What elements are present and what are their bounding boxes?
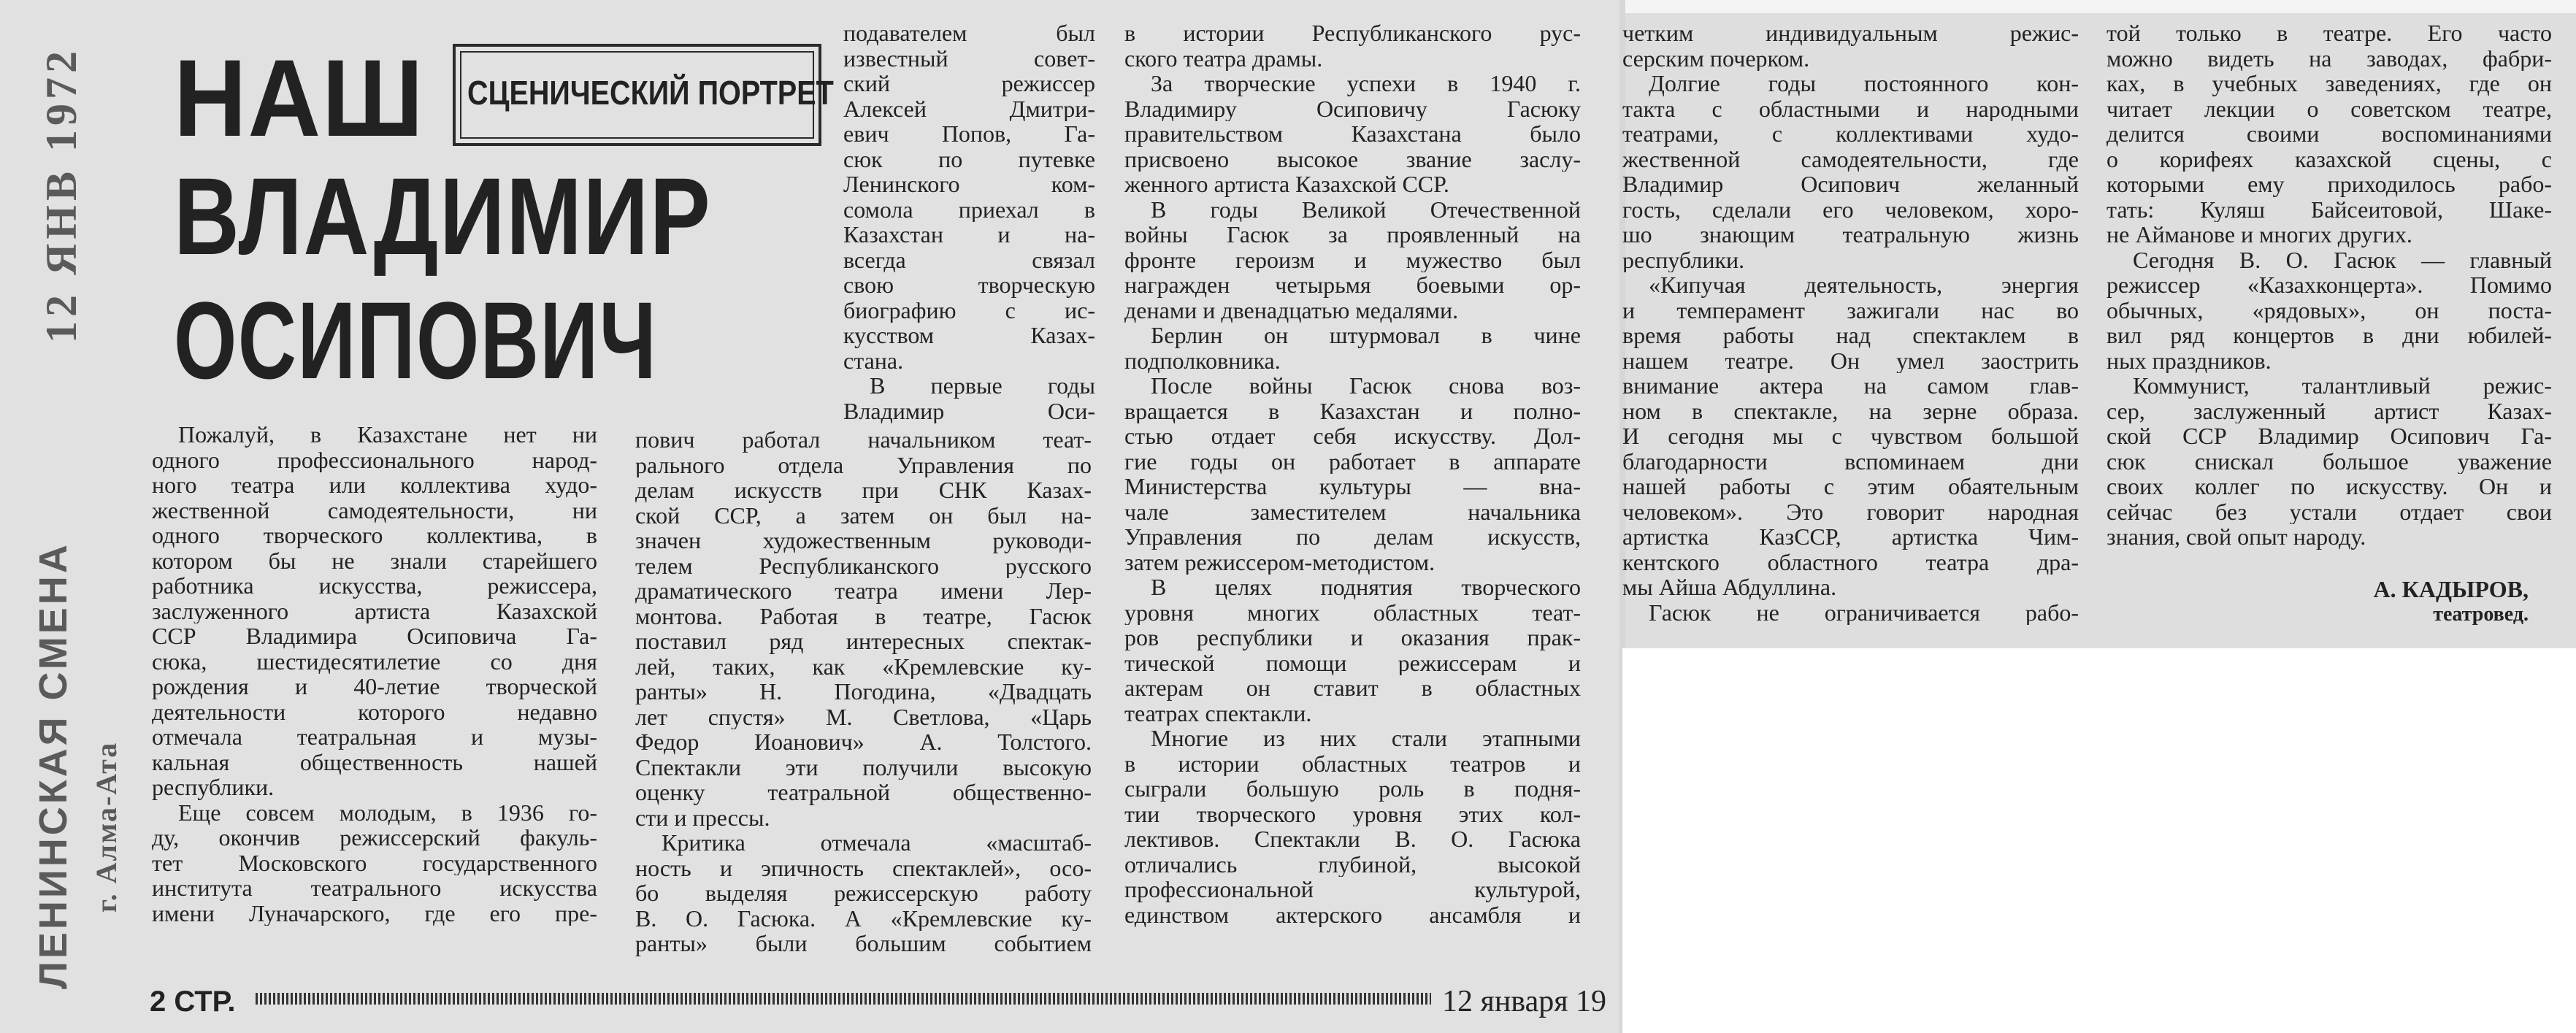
text-line: женного артиста Казахской ССР. [1124, 172, 1449, 197]
text-line: нашем театре. Он умел заострить [1622, 347, 2079, 373]
text-line: отличались глубиной, высокой [1124, 851, 1581, 877]
text-line: известный совет- [843, 45, 1095, 71]
text-line: сюк по путевке [843, 146, 1095, 172]
text-line: рождения и 40-летие творческой [152, 674, 597, 699]
article-column-4 [1622, 20, 2079, 625]
text-line: ской ССР, а затем он был на- [635, 502, 1092, 528]
issue-date: 12 января 19 [1442, 985, 1607, 1018]
paper-edge [1622, 0, 2576, 13]
text-line: читает лекции о советском театре, [2107, 96, 2552, 121]
text-line: время работы над спектаклем в [1622, 323, 2079, 348]
text-line: Управления по делам искусств, [1124, 524, 1581, 550]
text-line: знания, свой опыт народу. [2107, 524, 2366, 550]
text-line: Многие из них стали этапными [1151, 726, 1581, 751]
text-line: телем Республиканского русского [635, 553, 1092, 578]
text-line: человеком». Это говорит народная [1622, 499, 2079, 524]
text-line: мы Айша Абдуллина. [1622, 575, 1837, 600]
text-line: стана. [843, 347, 904, 373]
text-line: подполковника. [1124, 347, 1281, 373]
text-line: ской ССР Владимир Осипович Га- [2107, 423, 2552, 449]
text-line: пович работал начальником теат- [635, 427, 1092, 453]
text-line: тии творческого уровня этих кол- [1124, 801, 1581, 826]
text-line: о корифеях казахской сцены, с [2107, 146, 2552, 172]
text-line: присвоено высокое звание заслу- [1124, 146, 1581, 172]
text-line: не Айманове и многих других. [2107, 222, 2412, 247]
text-line: шо знающим театральную жизнь [1622, 222, 2079, 247]
text-line: биографию с ис- [843, 297, 1095, 323]
text-line: Берлин он штурмовал в чине [1151, 323, 1581, 348]
text-line: нашей работы с этим обаятельным [1622, 474, 2079, 499]
article-column-5 [2107, 20, 2552, 550]
text-line: монтова. Работая в театре, Гасюк [635, 603, 1092, 629]
text-line: кусством Казах- [843, 323, 1095, 348]
text-line: ном в спектакле, на зерне образа. [1622, 398, 2079, 423]
article-column-3 [1124, 20, 1581, 927]
text-line: И сегодня мы с чувством большой [1622, 423, 2079, 449]
text-line: Пожалуй, в Казахстане нет ни [178, 422, 597, 448]
text-line: ров республики и оказания прак- [1124, 625, 1581, 650]
text-line: всегда связал [843, 247, 1095, 272]
text-line: в истории областных театров и [1124, 750, 1581, 776]
text-line: «Кипучая деятельность, энергия [1649, 272, 2079, 298]
text-line: Алексей Дмитри- [843, 96, 1095, 121]
text-line: такта с областными и народными [1622, 96, 2079, 121]
article-column-1 [152, 422, 597, 926]
text-line: одного профессионального народ- [152, 447, 597, 472]
text-line: четким индивидуальным режис- [1622, 20, 2079, 46]
text-line: ский режиссер [843, 71, 1095, 96]
page-number: 2 СТР. [150, 986, 236, 1018]
text-line: Владимиру Осиповичу Гасюку [1124, 96, 1581, 121]
text-line: работника искусства, режиссера, [152, 573, 597, 599]
text-line: и темперамент зажигали нас во [1622, 297, 2079, 323]
text-line: серским почерком. [1622, 45, 1810, 71]
text-line: профессиональной культурой, [1124, 877, 1581, 902]
text-line: сыграли большую роль в подня- [1124, 776, 1581, 802]
text-line: поставил ряд интересных спектак- [635, 629, 1092, 654]
article-column-2-top [843, 20, 1095, 423]
headline-line-1: НАШ [174, 37, 425, 159]
text-line: можно видеть на заводах, фабри- [2107, 45, 2552, 71]
text-line: делится своими воспоминаниями [2107, 121, 2552, 147]
text-line: вращается в Казахстан и полно- [1124, 398, 1581, 423]
text-line: сейчас без устали отдает свои [2107, 499, 2552, 524]
text-line: лет спустя» М. Светлова, «Царь [635, 704, 1092, 729]
text-line: евич Попов, Га- [843, 121, 1095, 147]
text-line: В. О. Гасюка. А «Кремлевские ку- [635, 905, 1092, 931]
text-line: рального отдела Управления по [635, 452, 1092, 477]
article-column-2-bottom [635, 427, 1092, 956]
text-line: своих коллег по искусству. Он и [2107, 474, 2552, 499]
text-line: республики. [152, 775, 275, 800]
text-line: За творческие успехи в 1940 г. [1151, 71, 1581, 96]
text-line: делам искусств при СНК Казах- [635, 477, 1092, 503]
text-line: драматического театра имени Лер- [635, 578, 1092, 604]
text-line: ность и эпичность спектаклей», осо- [635, 855, 1092, 880]
text-line: денами и двенадцатью медалями. [1124, 297, 1459, 323]
text-line: вил ряд концертов в дни юбилей- [2107, 323, 2552, 348]
text-line: благодарности вспоминаем дни [1622, 448, 2079, 474]
text-line: сти и прессы. [635, 804, 770, 830]
text-line: тет Московского государственного [152, 850, 597, 875]
text-line: Сегодня В. О. Гасюк — главный [2133, 247, 2552, 272]
text-line: войны Гасюк за проявленный на [1124, 222, 1581, 247]
text-line: гие годы он работает в аппарате [1124, 448, 1581, 474]
text-line: актерам он ставит в областных [1124, 675, 1581, 701]
newspaper-masthead: ЛЕНИНСКАЯ СМЕНА [31, 542, 75, 989]
text-line: лей, таких, как «Кремлевские ку- [635, 653, 1092, 679]
text-line: Владимир Осипович желанный [1622, 172, 2079, 197]
text-line: Коммунист, талантливый режис- [2133, 373, 2552, 399]
text-line: одного творческого коллектива, в [152, 523, 597, 548]
blank-area [1622, 648, 2576, 1033]
text-line: единством актерского ансамбля и [1124, 902, 1581, 927]
text-line: жественной самодеятельности, где [1622, 146, 2079, 172]
headline-line-3: ОСИПОВИЧ [174, 279, 658, 402]
text-line: лективов. Спектакли В. О. Гасюка [1124, 826, 1581, 852]
text-line: той только в театре. Его часто [2107, 20, 2552, 46]
text-line: Владимир Оси- [843, 398, 1095, 423]
text-line: гость, сделали его человеком, хоро- [1622, 196, 2079, 222]
text-line: артистка КазССР, артистка Чим- [1622, 524, 2079, 550]
text-line: кентского областного театра дра- [1622, 549, 2079, 575]
text-line: театрами, с коллективами худо- [1622, 121, 2079, 147]
text-line: ного театра или коллектива худо- [152, 472, 597, 498]
text-line: отмечала театральная и музы- [152, 724, 597, 750]
text-line: Ленинского ком- [843, 172, 1095, 197]
text-line: ранты» были большим событием [635, 931, 1092, 956]
text-line: сер, заслуженный артист Казах- [2107, 398, 2552, 423]
signature-block [2107, 577, 2529, 627]
archive-date-stamp: 12 ЯНВ 1972 [37, 46, 85, 343]
text-line: Спектакли эти получили высокую [635, 754, 1092, 780]
text-line: После войны Гасюк снова воз- [1151, 373, 1581, 399]
text-line: имени Луначарского, где его пре- [152, 900, 597, 926]
text-line: ных праздников. [2107, 347, 2272, 373]
text-line: режиссер «Казахконцерта». Помимо [2107, 272, 2552, 298]
author-role: театровед. [2433, 602, 2529, 626]
text-line: театрах спектакли. [1124, 700, 1312, 726]
text-line: значен художественным руководи- [635, 528, 1092, 553]
text-line: которыми ему приходилось рабо- [2107, 172, 2552, 197]
text-line: оценку театральной общественно- [635, 780, 1092, 805]
newspaper-city: г. Алма-Ата [90, 741, 123, 913]
text-line: Еще совсем молодым, в 1936 го- [178, 799, 597, 825]
text-line: Казахстан и на- [843, 222, 1095, 247]
headline-line-2: ВЛАДИМИР [174, 155, 712, 277]
text-line: В целях поднятия творческого [1151, 575, 1581, 600]
text-line: деятельности которого недавно [152, 699, 597, 724]
text-line: Министерства культуры — вна- [1124, 474, 1581, 499]
text-line: котором бы не знали старейшего [152, 548, 597, 573]
text-line: сомола приехал в [843, 196, 1095, 222]
text-line: награжден четырьмя боевыми ор- [1124, 272, 1581, 298]
text-line: подавателем был [843, 20, 1095, 46]
text-line: Федор Иоанович» А. Толстого. [635, 729, 1092, 755]
author-name: А. КАДЫРОВ, [2373, 577, 2529, 602]
text-line: свою творческую [843, 272, 1095, 298]
text-line: заслуженного артиста Казахской [152, 598, 597, 623]
text-line: правительством Казахстана было [1124, 121, 1581, 147]
text-line: жественной самодеятельности, ни [152, 497, 597, 523]
text-line: тать: Куляш Байсеитовой, Шаке- [2107, 196, 2552, 222]
text-line: института театрального искусства [152, 875, 597, 901]
text-line: Долгие годы постоянного кон- [1649, 71, 2079, 96]
text-line: в истории Республиканского рус- [1124, 20, 1581, 46]
text-line: кальная общественность нашей [152, 749, 597, 775]
text-line: чале заместителем начальника [1124, 499, 1581, 524]
text-line: республики. [1622, 247, 1745, 272]
text-line: обычных, «рядовых», он поста- [2107, 297, 2552, 323]
text-line: тической помощи режиссерам и [1124, 650, 1581, 675]
text-line: Критика отмечала «масштаб- [662, 830, 1092, 856]
text-line: уровня многих областных теат- [1124, 599, 1581, 625]
rubric-label: СЦЕНИЧЕСКИЙ ПОРТРЕТ [467, 74, 834, 112]
text-line: сюка, шестидесятилетие со дня [152, 648, 597, 674]
text-line: затем режиссером-методистом. [1124, 549, 1435, 575]
text-line: стью отдает себя искусству. Дол- [1124, 423, 1581, 449]
text-line: В годы Великой Отечественной [1151, 196, 1581, 222]
text-line: ского театра драмы. [1124, 45, 1323, 71]
footer-rule [256, 993, 1431, 1005]
text-line: ССР Владимира Осиповича Га- [152, 623, 597, 649]
text-line: бо выделяя режиссерскую работу [635, 880, 1092, 906]
text-line: фронте героизм и мужество был [1124, 247, 1581, 272]
text-line: В первые годы [870, 373, 1095, 399]
text-line: ках, в учебных заведениях, где он [2107, 71, 2552, 96]
text-line: ранты» Н. Погодина, «Двадцать [635, 679, 1092, 704]
text-line: сюк снискал большое уважение [2107, 448, 2552, 474]
text-line: ду, окончив режиссерский факуль- [152, 825, 597, 850]
text-line: внимание актера на самом глав- [1622, 373, 2079, 399]
text-line: Гасюк не ограничивается рабо- [1649, 599, 2079, 625]
